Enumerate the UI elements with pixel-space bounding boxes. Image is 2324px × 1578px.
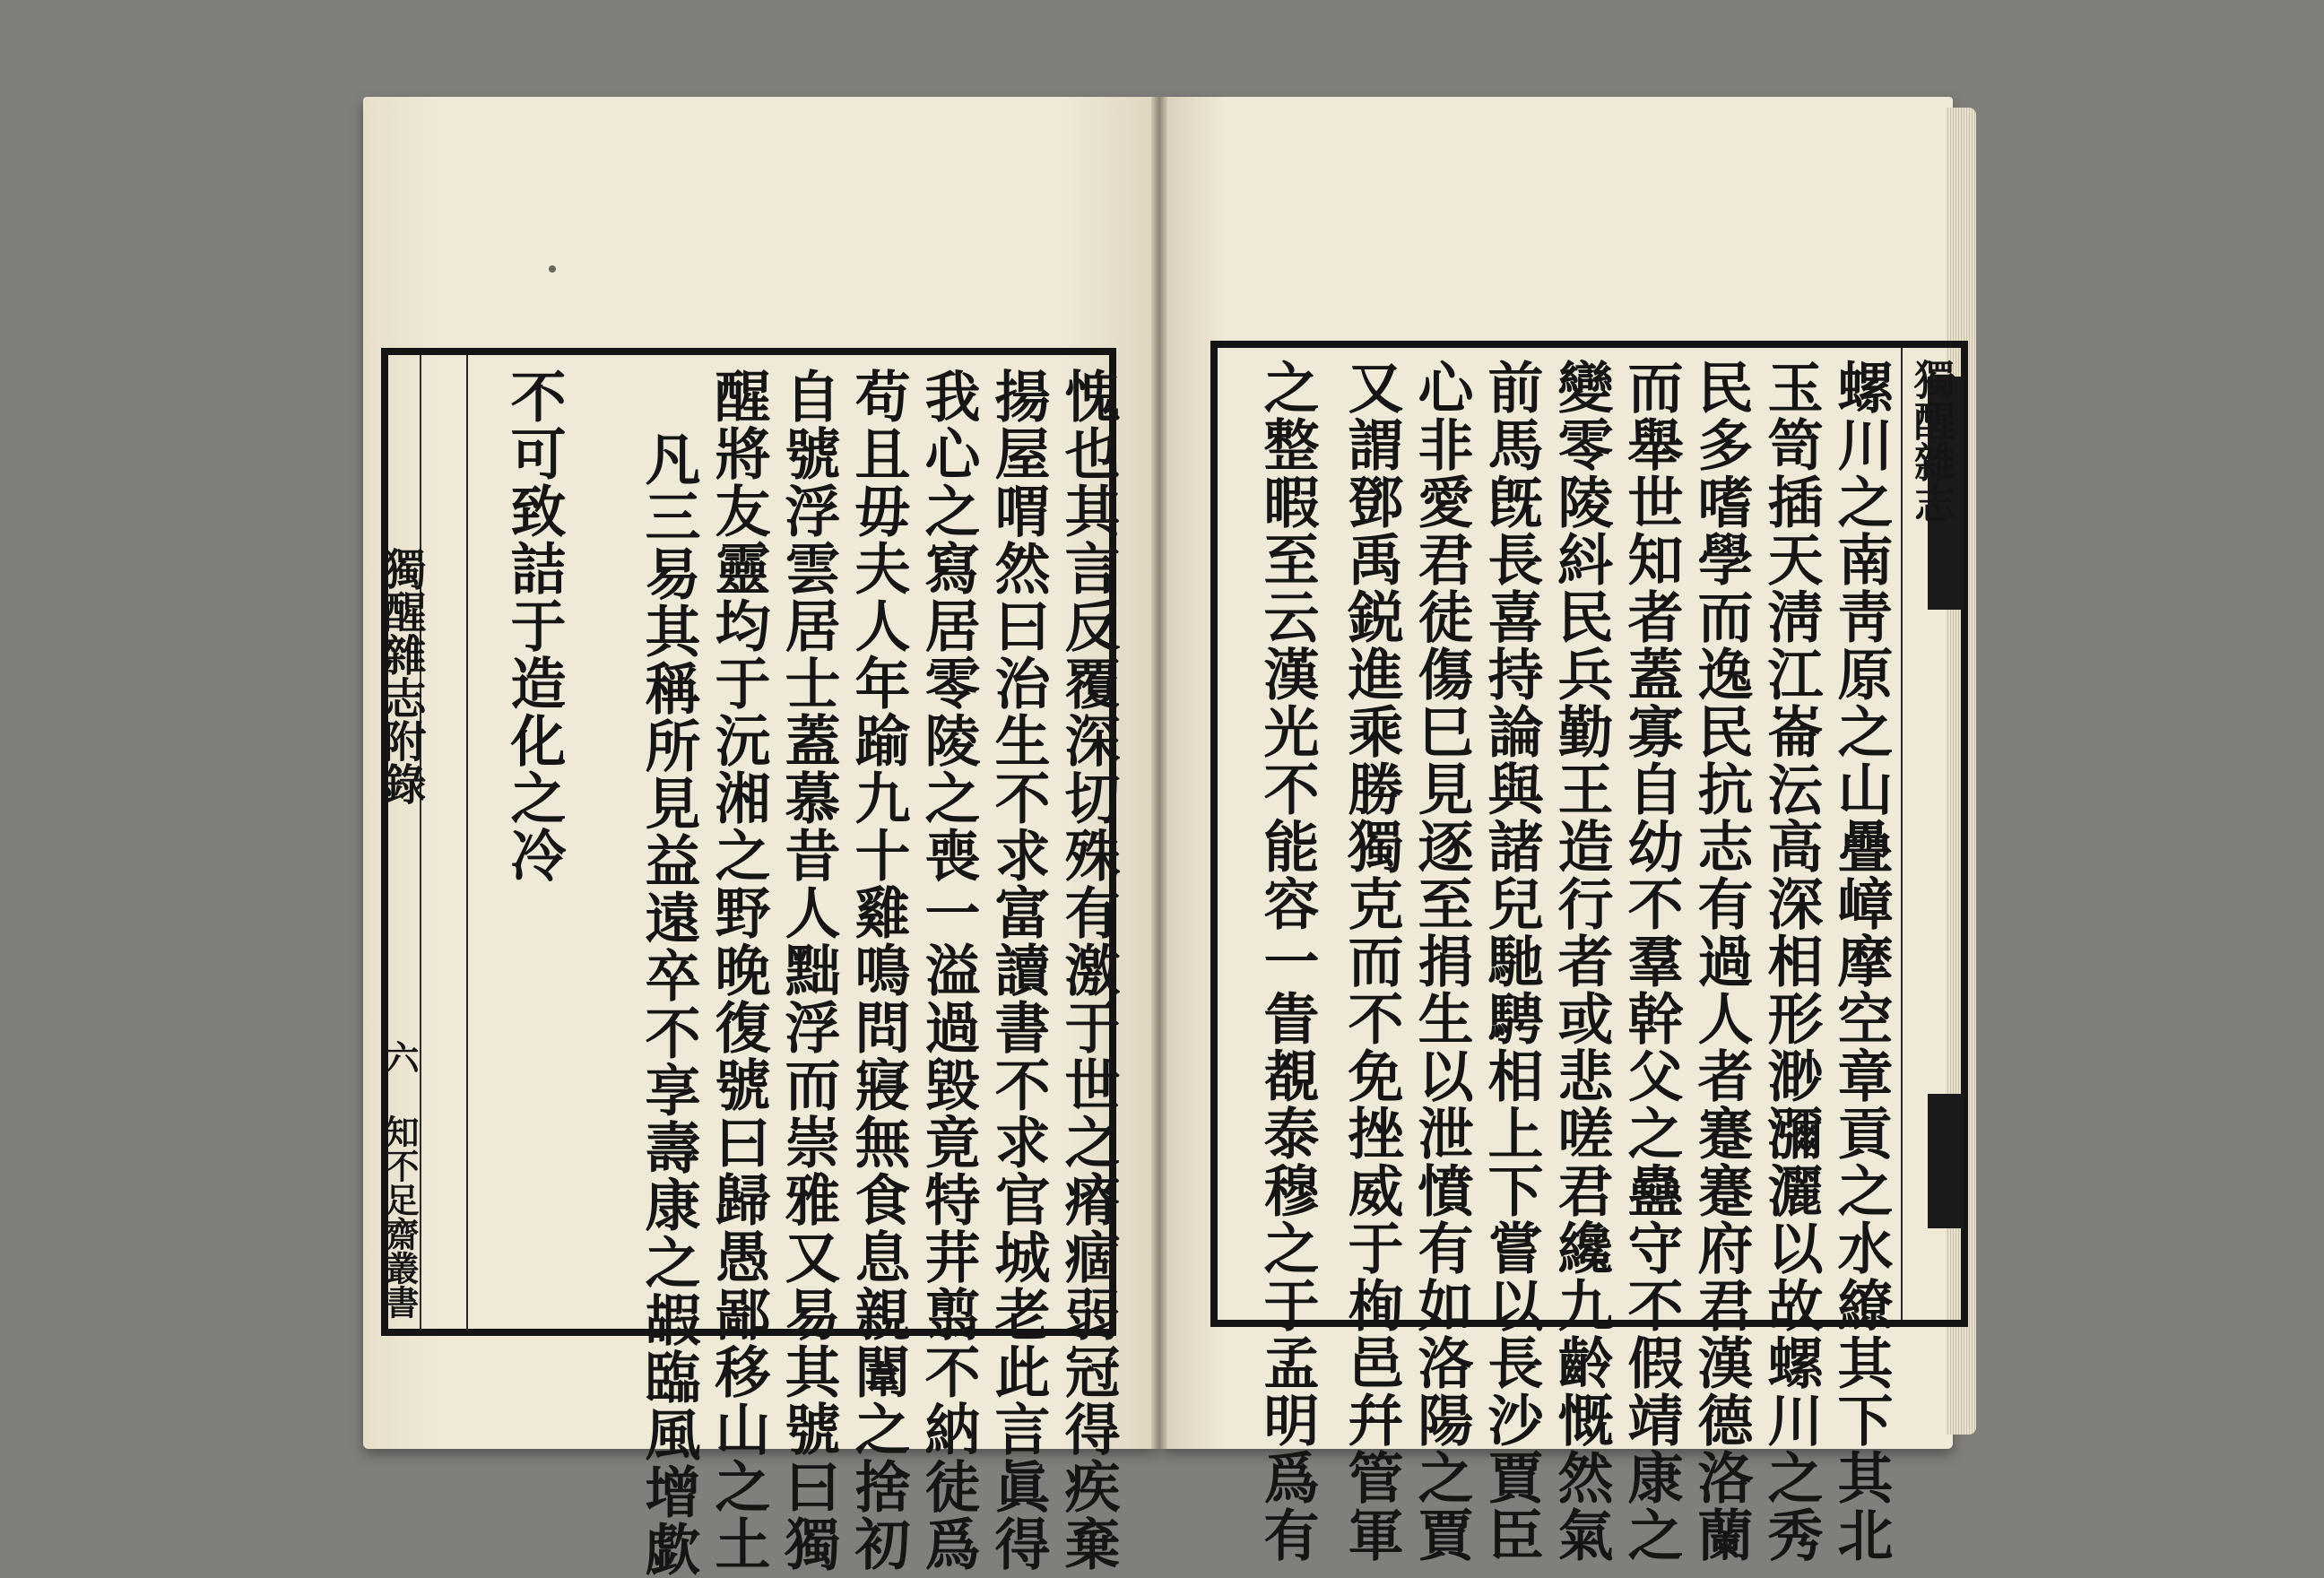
paper-spot bbox=[549, 265, 556, 273]
left-margin-title: 獨醒雜志附錄 bbox=[376, 547, 426, 805]
margin-rule bbox=[420, 355, 421, 1331]
ink-bleed bbox=[1928, 1094, 1964, 1228]
text-column: 又謂鄧禹鋭進乘勝獨克而不免挫威于栒邑幷管軍 bbox=[1339, 359, 1404, 1564]
text-column: 變零陵紏民兵勤王造行者或悲嗟君纔九齡慨然氣 bbox=[1548, 359, 1614, 1564]
text-column: 醒將友靈均于沅湘之野晚復號曰歸愚鄙移山之土 bbox=[706, 368, 771, 1573]
text-column: 自號浮雲居士蓋慕昔人黜浮而崇雅又易其號曰獨 bbox=[776, 368, 841, 1573]
text-column: 不可致詰于造化之冷 bbox=[501, 368, 567, 884]
text-column: 而舉世知者蓋寡自幼不羣幹父之蠱守不假靖康之 bbox=[1618, 359, 1684, 1564]
text-column: 螺川之南靑原之山疊嶂摩空章貢之水繚其下其北 bbox=[1828, 359, 1894, 1564]
margin-rule bbox=[1901, 348, 1903, 1320]
text-column: 凡三易其稱所見益遠卒不享壽康之嘏臨風增歔 bbox=[636, 430, 701, 1578]
text-column: 我心之寫居零陵之喪一溢過毀竟特茾翦不納徒爲 bbox=[915, 368, 981, 1573]
text-column: 玉笥插天淸江崙沄高深相形渺瀰灑以故螺川之秀 bbox=[1758, 359, 1824, 1564]
margin-rule bbox=[466, 355, 468, 1331]
text-column: 之整暇至云漢光不能容一眚覩泰穆之于孟明爲有 bbox=[1254, 359, 1320, 1564]
text-column: 心非愛君徒傷巳見逐至捐生以泄憤有如洛陽之賈 bbox=[1409, 359, 1474, 1564]
book-gutter bbox=[1151, 97, 1167, 1449]
text-column: 前馬旣長喜持論與諸兒馳騁相上下嘗以長沙賈臣 bbox=[1479, 359, 1544, 1564]
text-column: 苟且毋夫人年踰九十雞鳴問寢無食息親闈之捨初 bbox=[845, 368, 911, 1573]
left-margin-footer: 六 知不足齋叢書 bbox=[379, 1040, 420, 1319]
text-column: 愧也其言反覆深切殊有激于世之瘠痼弱冠得疾棄 bbox=[1055, 368, 1121, 1573]
text-column: 民多嗜學而逸民抗志有過人者蹇蹇府君漢德洛蘭 bbox=[1688, 359, 1754, 1564]
text-column: 揚屋喟然曰治生不求富讀書不求官城老此言眞得 bbox=[985, 368, 1051, 1573]
right-margin-title: 獨醒雜志 bbox=[1908, 359, 1956, 524]
